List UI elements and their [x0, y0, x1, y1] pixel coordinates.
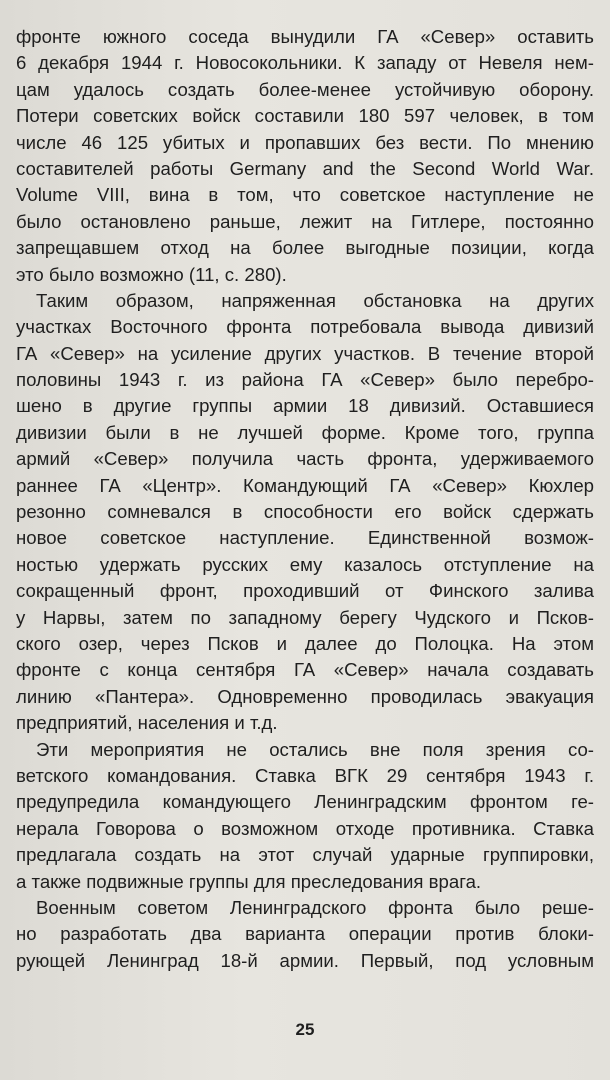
text-line: это было возможно (11, с. 280). — [16, 263, 287, 285]
text-line: дивизии были в не лучшей форме. Кроме того, группа — [16, 421, 594, 443]
text-line: фронте южного соседа вынудили ГА «Север» оставить — [16, 26, 594, 47]
text-line: Эти мероприятия не остались вне поля зрения со- — [36, 738, 594, 760]
text-line: половины 1943 г. из района ГА «Север» было перебро- — [16, 369, 594, 391]
text-line: шено в другие группы армии 18 дивизий. Оставшиеся — [16, 395, 594, 417]
text-line: запрещавшем отход на более выгодные позиции, когда — [16, 237, 594, 259]
text-line: предприятий, населения и т.д. — [16, 712, 278, 734]
body-text — [16, 24, 594, 974]
text-line: линию «Пантера». Одновременно проводилась эвакуация — [16, 685, 594, 707]
text-line: резонно сомневался в способности его войск сдержать — [16, 501, 594, 523]
text-line: цам удалось создать более-менее устойчивую оборону. — [16, 78, 594, 100]
text-line: нерала Говорова о возможном отходе противника. Ставка — [16, 817, 594, 839]
text-line: ностью удержать русских ему казалось отступление на — [16, 553, 594, 575]
text-line: раннее ГА «Центр». Командующий ГА «Север» Кюхлер — [16, 474, 594, 496]
text-line: Volume VIII, вина в том, что советское наступление не — [16, 184, 594, 206]
text-line: 6 декабря 1944 г. Новосокольники. К западу от Невеля нем- — [16, 52, 594, 74]
text-line: ветского командования. Ставка ВГК 29 сентября 1943 г. — [16, 764, 594, 786]
text-line: у Нарвы, затем по западному берегу Чудского и Псков- — [16, 606, 594, 628]
text-line: сокращенный фронт, проходивший от Финского залива — [16, 580, 594, 602]
text-line: армий «Север» получила часть фронта, удерживаемого — [16, 448, 594, 470]
text-line: было остановлено раньше, лежит на Гитлере, постоянно — [16, 210, 594, 232]
text-line: но разработать два варианта операции против блоки- — [16, 923, 594, 945]
text-line: предупредила командующего Ленинградским фронтом ге- — [16, 791, 594, 813]
text-line: предлагала создать на этот случай ударные группировки, — [16, 844, 594, 866]
text-line: Потери советских войск составили 180 597 человек, в том — [16, 105, 594, 127]
text-line: фронте с конца сентября ГА «Север» начала создавать — [16, 659, 594, 681]
text-line: рующей Ленинград 18-й армии. Первый, под условным — [16, 949, 594, 971]
text-line: новое советское наступление. Единственной возмож- — [16, 527, 594, 549]
page-number: 25 — [295, 1020, 315, 1039]
text-line: а также подвижные группы для преследования врага. — [16, 870, 482, 892]
text-line: ГА «Север» на усиление других участков. В течение второй — [16, 342, 594, 364]
text-line: составителей работы Germany and the Second World War. — [16, 157, 594, 179]
text-line: ского озер, через Псков и далее до Полоцка. На этом — [16, 632, 594, 654]
text-line: Военным советом Ленинградского фронта было реше- — [36, 896, 594, 918]
text-line: участках Восточного фронта потребовала вывода дивизий — [16, 316, 594, 338]
text-line: Таким образом, напряженная обстановка на других — [36, 289, 594, 311]
text-line: числе 46 125 убитых и пропавших без вести. По мнению — [16, 131, 594, 153]
